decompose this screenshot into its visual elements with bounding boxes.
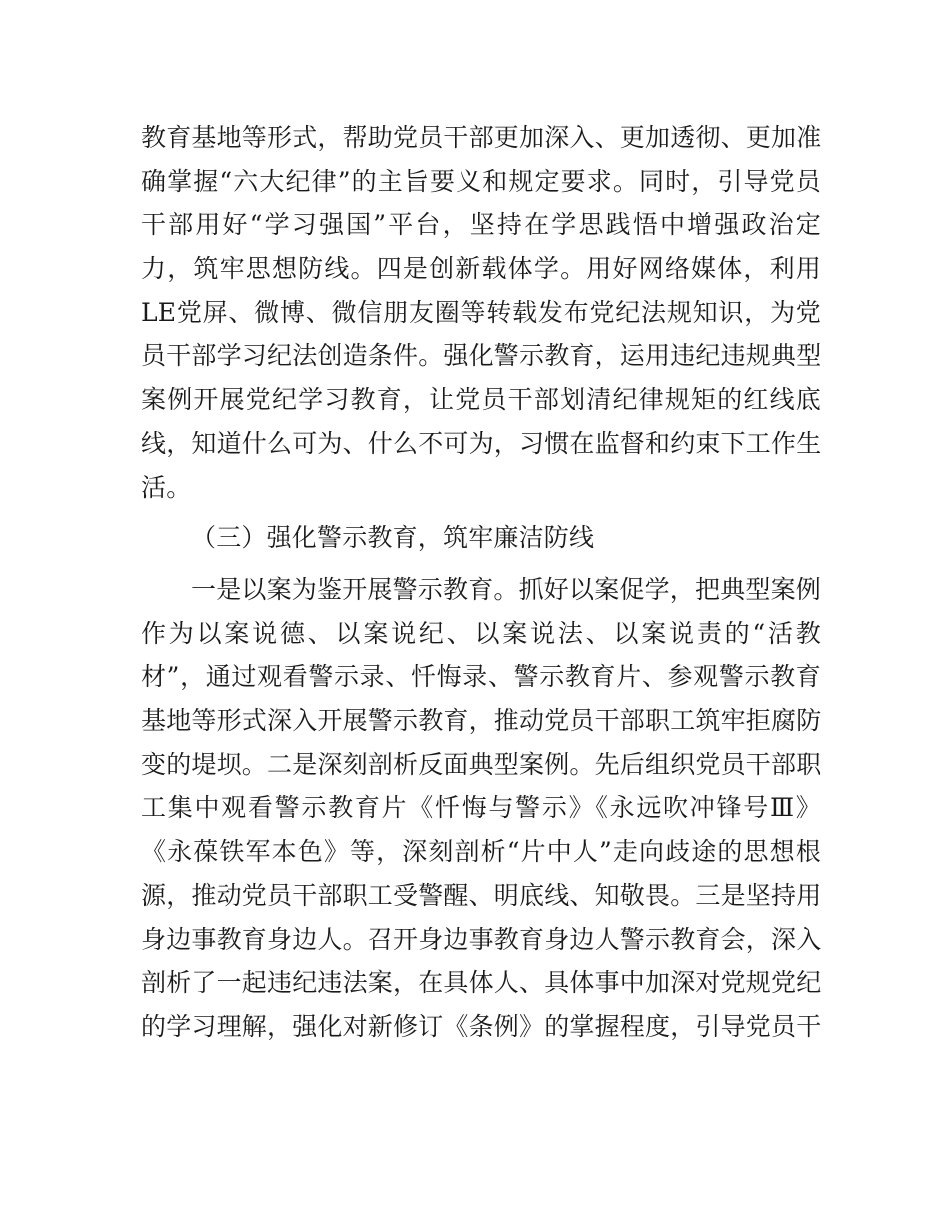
paragraph-2-line: 的学习理解，强化对新修订《条例》的掌握程度，引导党员干	[141, 1011, 822, 1041]
section-heading-block	[141, 516, 821, 560]
paragraph-2-line: 源，推动党员干部职工受警醒、明底线、知敬畏。三是坚持用	[141, 880, 822, 910]
paragraph-1-line: LE党屏、微博、微信朋友圈等转载发布党纪法规知识，为党	[141, 297, 821, 327]
paragraph-2-line: 《永葆铁军本色》等，深刻剖析“片中人”走向歧途的思想根	[141, 837, 821, 867]
paragraph-2-line: 作为以案说德、以案说纪、以案说法、以案说责的“活教	[141, 618, 821, 648]
paragraph-1-line: 教育基地等形式，帮助党员干部更加深入、更加透彻、更加准	[141, 123, 822, 152]
paragraph-1-line: 确掌握“六大纪律”的主旨要义和规定要求。同时，引导党员	[141, 166, 821, 196]
paragraph-2-line: 基地等形式深入开展警示教育，推动党员干部职工筑牢拒腐防	[141, 706, 822, 736]
paragraph-2-line: 一是以案为鉴开展警示教育。抓好以案促学，把典型案例	[191, 575, 822, 604]
paragraph-1-line: 力，筑牢思想防线。四是创新载体学。用好网络媒体，利用	[141, 254, 821, 284]
paragraph-2-line: 身边事教育身边人。召开身边事教育身边人警示教育会，深入	[141, 924, 822, 954]
section-heading: （三）强化警示教育，筑牢廉洁防线	[191, 523, 595, 552]
paragraph-2	[141, 568, 821, 1049]
paragraph-2-line: 剖析了一起违纪违法案，在具体人、具体事中加深对党规党纪	[141, 968, 822, 998]
paragraph-2-line: 材”，通过观看警示录、忏悔录、警示教育片、参观警示教育	[141, 662, 821, 692]
paragraph-2-line: 工集中观看警示教育片《忏悔与警示》《永远吹冲锋号Ⅲ》	[141, 793, 821, 823]
paragraph-1-line: 线，知道什么可为、什么不可为，习惯在监督和约束下工作生	[141, 428, 822, 458]
paragraph-1-line: 活。	[141, 472, 192, 502]
paragraph-1-line: 案例开展党纪学习教育，让党员干部划清纪律规矩的红线底	[141, 385, 821, 415]
paragraph-1-line: 干部用好“学习强国”平台，坚持在学思践悟中增强政治定	[141, 210, 821, 240]
paragraph-2-line: 变的堤坝。二是深刻剖析反面典型案例。先后组织党员干部职	[141, 749, 822, 779]
paragraph-1	[141, 116, 821, 509]
paragraph-1-line: 员干部学习纪法创造条件。强化警示教育，运用违纪违规典型	[141, 341, 822, 371]
